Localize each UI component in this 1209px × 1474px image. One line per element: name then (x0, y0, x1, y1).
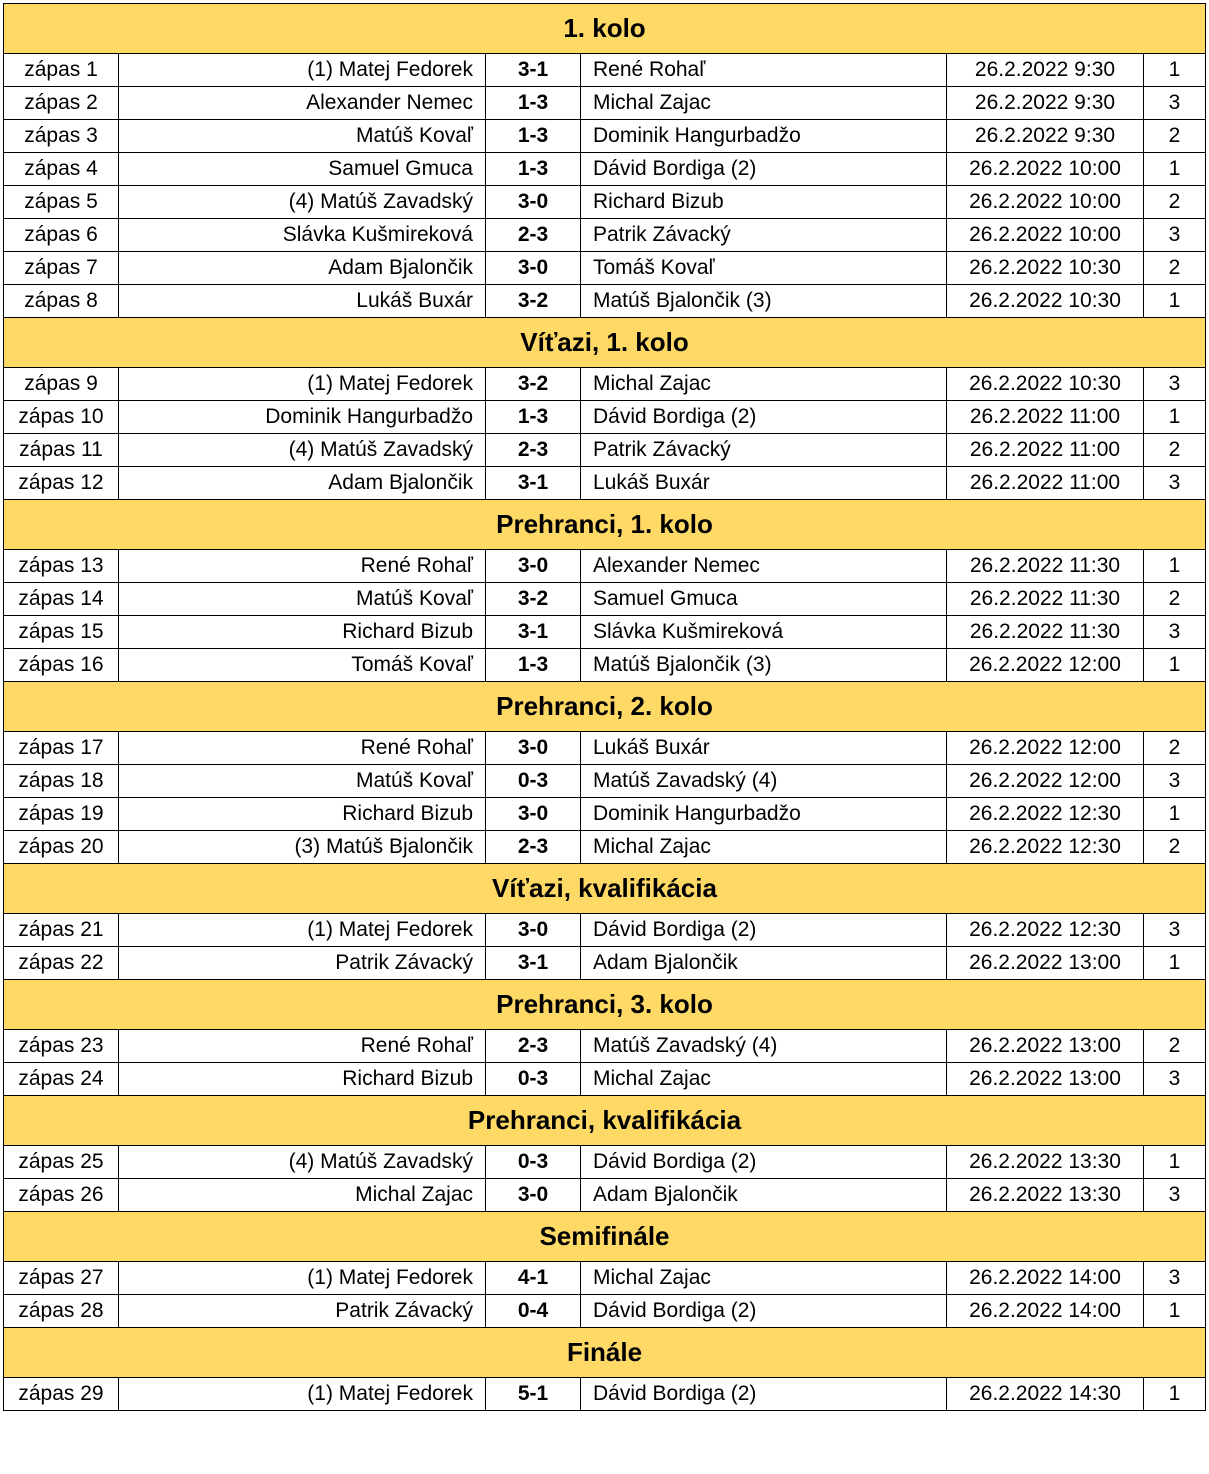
match-row (4, 550, 1206, 583)
match-label: zápas 25 (4, 1146, 119, 1179)
match-score: 1-3 (486, 401, 581, 434)
match-label: zápas 26 (4, 1179, 119, 1212)
match-row (4, 368, 1206, 401)
table-number: 1 (1144, 1146, 1206, 1179)
match-score: 0-3 (486, 1146, 581, 1179)
home-player: (1) Matej Fedorek (119, 1262, 486, 1295)
away-player: Richard Bizub (581, 186, 947, 219)
match-time: 26.2.2022 12:30 (947, 914, 1144, 947)
match-time: 26.2.2022 12:30 (947, 831, 1144, 864)
match-time: 26.2.2022 10:30 (947, 368, 1144, 401)
away-player: Dávid Bordiga (2) (581, 153, 947, 186)
table-number: 2 (1144, 252, 1206, 285)
match-time: 26.2.2022 12:00 (947, 732, 1144, 765)
table-number: 1 (1144, 1295, 1206, 1328)
table-number: 2 (1144, 186, 1206, 219)
home-player: Slávka Kušmireková (119, 219, 486, 252)
match-time: 26.2.2022 12:00 (947, 765, 1144, 798)
match-score: 3-0 (486, 732, 581, 765)
away-player: Michal Zajac (581, 1262, 947, 1295)
home-player: Patrik Závacký (119, 947, 486, 980)
match-score: 1-3 (486, 87, 581, 120)
match-score: 1-3 (486, 153, 581, 186)
away-player: Dávid Bordiga (2) (581, 1378, 947, 1411)
match-row (4, 1378, 1206, 1411)
match-row (4, 583, 1206, 616)
match-time: 26.2.2022 14:30 (947, 1378, 1144, 1411)
schedule-table (3, 3, 1206, 1411)
match-row (4, 732, 1206, 765)
match-label: zápas 12 (4, 467, 119, 500)
match-label: zápas 19 (4, 798, 119, 831)
home-player: (1) Matej Fedorek (119, 914, 486, 947)
home-player: Matúš Kovaľ (119, 765, 486, 798)
match-row (4, 765, 1206, 798)
match-score: 2-3 (486, 831, 581, 864)
match-row (4, 1295, 1206, 1328)
match-row (4, 401, 1206, 434)
match-label: zápas 5 (4, 186, 119, 219)
match-row (4, 219, 1206, 252)
match-score: 5-1 (486, 1378, 581, 1411)
home-player: Matúš Kovaľ (119, 120, 486, 153)
match-label: zápas 2 (4, 87, 119, 120)
match-score: 3-1 (486, 467, 581, 500)
home-player: Patrik Závacký (119, 1295, 486, 1328)
match-score: 1-3 (486, 120, 581, 153)
section-title: Prehranci, kvalifikácia (4, 1096, 1206, 1146)
away-player: Patrik Závacký (581, 219, 947, 252)
match-time: 26.2.2022 12:30 (947, 798, 1144, 831)
home-player: (1) Matej Fedorek (119, 368, 486, 401)
table-number: 3 (1144, 1179, 1206, 1212)
away-player: Dominik Hangurbadžo (581, 798, 947, 831)
away-player: Michal Zajac (581, 368, 947, 401)
match-score: 3-0 (486, 798, 581, 831)
table-number: 2 (1144, 434, 1206, 467)
match-label: zápas 10 (4, 401, 119, 434)
match-score: 3-2 (486, 368, 581, 401)
table-number: 2 (1144, 1030, 1206, 1063)
away-player: Dávid Bordiga (2) (581, 1295, 947, 1328)
match-time: 26.2.2022 9:30 (947, 54, 1144, 87)
section-header-vitazi-kvalifikacia (4, 864, 1206, 914)
home-player: (4) Matúš Zavadský (119, 1146, 486, 1179)
section-title: Prehranci, 1. kolo (4, 500, 1206, 550)
table-number: 1 (1144, 1378, 1206, 1411)
match-label: zápas 29 (4, 1378, 119, 1411)
table-number: 3 (1144, 467, 1206, 500)
match-score: 3-0 (486, 550, 581, 583)
away-player: Michal Zajac (581, 87, 947, 120)
match-time: 26.2.2022 13:00 (947, 947, 1144, 980)
match-time: 26.2.2022 10:30 (947, 252, 1144, 285)
match-label: zápas 17 (4, 732, 119, 765)
match-row (4, 186, 1206, 219)
away-player: Samuel Gmuca (581, 583, 947, 616)
section-header-1-kolo (4, 4, 1206, 54)
match-row (4, 1063, 1206, 1096)
section-title: Prehranci, 3. kolo (4, 980, 1206, 1030)
match-score: 4-1 (486, 1262, 581, 1295)
match-label: zápas 14 (4, 583, 119, 616)
table-number: 3 (1144, 765, 1206, 798)
match-label: zápas 21 (4, 914, 119, 947)
match-label: zápas 28 (4, 1295, 119, 1328)
section-title: 1. kolo (4, 4, 1206, 54)
table-number: 1 (1144, 798, 1206, 831)
match-row (4, 467, 1206, 500)
away-player: Dávid Bordiga (2) (581, 401, 947, 434)
table-number: 3 (1144, 1063, 1206, 1096)
away-player: Patrik Závacký (581, 434, 947, 467)
match-row (4, 947, 1206, 980)
match-label: zápas 3 (4, 120, 119, 153)
match-score: 1-3 (486, 649, 581, 682)
match-label: zápas 27 (4, 1262, 119, 1295)
match-score: 3-0 (486, 914, 581, 947)
match-time: 26.2.2022 10:30 (947, 285, 1144, 318)
match-row (4, 252, 1206, 285)
match-label: zápas 1 (4, 54, 119, 87)
match-score: 3-1 (486, 947, 581, 980)
match-label: zápas 16 (4, 649, 119, 682)
away-player: Adam Bjalončik (581, 947, 947, 980)
away-player: Matúš Bjalončik (3) (581, 649, 947, 682)
match-time: 26.2.2022 11:30 (947, 583, 1144, 616)
match-time: 26.2.2022 9:30 (947, 87, 1144, 120)
home-player: Tomáš Kovaľ (119, 649, 486, 682)
table-number: 2 (1144, 831, 1206, 864)
match-time: 26.2.2022 11:00 (947, 434, 1144, 467)
table-number: 1 (1144, 54, 1206, 87)
section-title: Víťazi, kvalifikácia (4, 864, 1206, 914)
home-player: Lukáš Buxár (119, 285, 486, 318)
section-header-semifinale (4, 1212, 1206, 1262)
table-number: 3 (1144, 616, 1206, 649)
section-header-prehranci-1-kolo (4, 500, 1206, 550)
away-player: Tomáš Kovaľ (581, 252, 947, 285)
match-score: 3-0 (486, 186, 581, 219)
match-label: zápas 11 (4, 434, 119, 467)
home-player: Samuel Gmuca (119, 153, 486, 186)
section-title: Prehranci, 2. kolo (4, 682, 1206, 732)
home-player: Adam Bjalončik (119, 252, 486, 285)
home-player: Dominik Hangurbadžo (119, 401, 486, 434)
match-time: 26.2.2022 10:00 (947, 219, 1144, 252)
away-player: Lukáš Buxár (581, 732, 947, 765)
away-player: René Rohaľ (581, 54, 947, 87)
table-number: 1 (1144, 649, 1206, 682)
match-label: zápas 22 (4, 947, 119, 980)
match-time: 26.2.2022 13:30 (947, 1146, 1144, 1179)
away-player: Dominik Hangurbadžo (581, 120, 947, 153)
home-player: Richard Bizub (119, 798, 486, 831)
match-score: 3-1 (486, 54, 581, 87)
home-player: Michal Zajac (119, 1179, 486, 1212)
home-player: Matúš Kovaľ (119, 583, 486, 616)
home-player: (4) Matúš Zavadský (119, 186, 486, 219)
table-number: 3 (1144, 1262, 1206, 1295)
match-label: zápas 23 (4, 1030, 119, 1063)
away-player: Michal Zajac (581, 1063, 947, 1096)
section-header-prehranci-3-kolo (4, 980, 1206, 1030)
table-number: 1 (1144, 947, 1206, 980)
away-player: Dávid Bordiga (2) (581, 914, 947, 947)
match-label: zápas 13 (4, 550, 119, 583)
table-number: 1 (1144, 153, 1206, 186)
section-header-vitazi-1-kolo (4, 318, 1206, 368)
match-time: 26.2.2022 11:00 (947, 401, 1144, 434)
section-header-prehranci-kvalifikacia (4, 1096, 1206, 1146)
match-row (4, 153, 1206, 186)
match-time: 26.2.2022 13:00 (947, 1063, 1144, 1096)
home-player: (1) Matej Fedorek (119, 1378, 486, 1411)
section-title: Semifinále (4, 1212, 1206, 1262)
match-row (4, 1146, 1206, 1179)
match-row (4, 1179, 1206, 1212)
match-score: 0-3 (486, 1063, 581, 1096)
table-number: 2 (1144, 120, 1206, 153)
away-player: Slávka Kušmireková (581, 616, 947, 649)
match-score: 2-3 (486, 1030, 581, 1063)
home-player: (3) Matúš Bjalončik (119, 831, 486, 864)
match-score: 2-3 (486, 434, 581, 467)
table-number: 3 (1144, 914, 1206, 947)
match-label: zápas 4 (4, 153, 119, 186)
home-player: René Rohaľ (119, 732, 486, 765)
match-row (4, 798, 1206, 831)
match-row (4, 1262, 1206, 1295)
match-label: zápas 15 (4, 616, 119, 649)
match-row (4, 1030, 1206, 1063)
match-label: zápas 18 (4, 765, 119, 798)
section-title: Víťazi, 1. kolo (4, 318, 1206, 368)
match-time: 26.2.2022 11:00 (947, 467, 1144, 500)
match-label: zápas 6 (4, 219, 119, 252)
table-number: 1 (1144, 285, 1206, 318)
match-row (4, 914, 1206, 947)
match-row (4, 54, 1206, 87)
table-number: 2 (1144, 583, 1206, 616)
match-label: zápas 8 (4, 285, 119, 318)
match-row (4, 434, 1206, 467)
match-time: 26.2.2022 14:00 (947, 1262, 1144, 1295)
match-label: zápas 20 (4, 831, 119, 864)
match-time: 26.2.2022 13:00 (947, 1030, 1144, 1063)
away-player: Matúš Bjalončik (3) (581, 285, 947, 318)
match-time: 26.2.2022 10:00 (947, 186, 1144, 219)
match-score: 3-0 (486, 252, 581, 285)
away-player: Matúš Zavadský (4) (581, 1030, 947, 1063)
away-player: Dávid Bordiga (2) (581, 1146, 947, 1179)
match-score: 3-1 (486, 616, 581, 649)
home-player: (4) Matúš Zavadský (119, 434, 486, 467)
table-number: 3 (1144, 368, 1206, 401)
match-row (4, 831, 1206, 864)
match-row (4, 649, 1206, 682)
match-score: 0-3 (486, 765, 581, 798)
home-player: René Rohaľ (119, 550, 486, 583)
match-row (4, 120, 1206, 153)
table-number: 1 (1144, 401, 1206, 434)
away-player: Adam Bjalončik (581, 1179, 947, 1212)
section-header-finale (4, 1328, 1206, 1378)
home-player: Adam Bjalončik (119, 467, 486, 500)
match-score: 3-0 (486, 1179, 581, 1212)
match-time: 26.2.2022 14:00 (947, 1295, 1144, 1328)
section-header-prehranci-2-kolo (4, 682, 1206, 732)
match-row (4, 285, 1206, 318)
match-score: 2-3 (486, 219, 581, 252)
match-time: 26.2.2022 9:30 (947, 120, 1144, 153)
match-row (4, 616, 1206, 649)
match-row (4, 87, 1206, 120)
away-player: Lukáš Buxár (581, 467, 947, 500)
match-label: zápas 9 (4, 368, 119, 401)
table-number: 3 (1144, 87, 1206, 120)
match-score: 3-2 (486, 583, 581, 616)
home-player: Alexander Nemec (119, 87, 486, 120)
table-number: 3 (1144, 219, 1206, 252)
away-player: Alexander Nemec (581, 550, 947, 583)
match-score: 3-2 (486, 285, 581, 318)
home-player: (1) Matej Fedorek (119, 54, 486, 87)
match-time: 26.2.2022 10:00 (947, 153, 1144, 186)
home-player: René Rohaľ (119, 1030, 486, 1063)
table-number: 1 (1144, 550, 1206, 583)
table-number: 2 (1144, 732, 1206, 765)
match-label: zápas 24 (4, 1063, 119, 1096)
match-time: 26.2.2022 11:30 (947, 550, 1144, 583)
home-player: Richard Bizub (119, 1063, 486, 1096)
section-title: Finále (4, 1328, 1206, 1378)
match-time: 26.2.2022 11:30 (947, 616, 1144, 649)
match-score: 0-4 (486, 1295, 581, 1328)
away-player: Michal Zajac (581, 831, 947, 864)
home-player: Richard Bizub (119, 616, 486, 649)
match-time: 26.2.2022 13:30 (947, 1179, 1144, 1212)
match-label: zápas 7 (4, 252, 119, 285)
away-player: Matúš Zavadský (4) (581, 765, 947, 798)
match-time: 26.2.2022 12:00 (947, 649, 1144, 682)
